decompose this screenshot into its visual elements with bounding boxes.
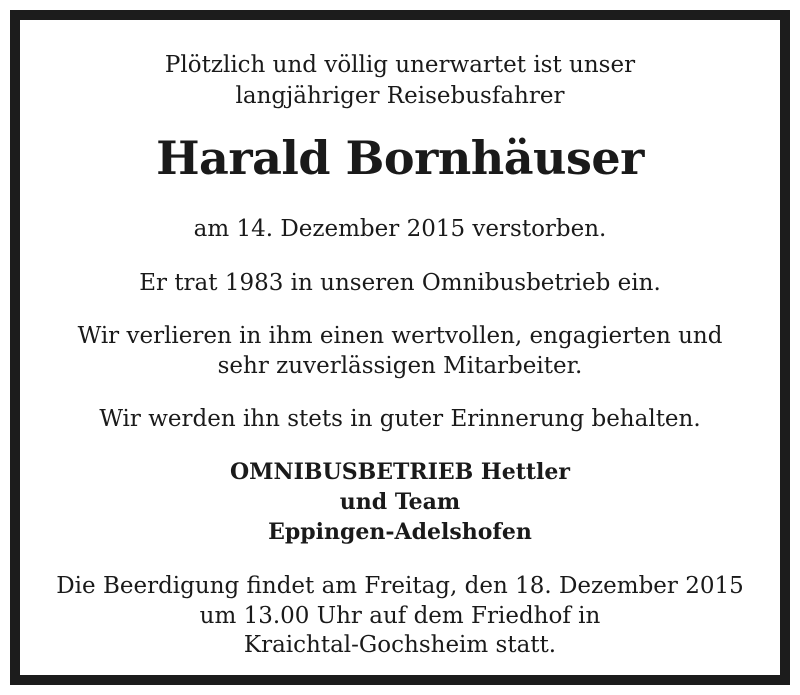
funeral-line-3: Kraichtal-Gochsheim statt.: [243, 632, 557, 658]
signature-place: Eppingen-Adelshofen: [268, 519, 532, 545]
obituary-notice: [10, 10, 790, 685]
memory-line: Wir werden ihn stets in guter Erinnerung behalten.: [99, 406, 701, 432]
intro-line-1: Plötzlich und völlig unerwartet ist unser: [164, 52, 636, 78]
intro-line-2: langjähriger Reisebusfahrer: [235, 83, 565, 109]
signature-team: und Team: [339, 489, 461, 515]
funeral-line-1: Die Beerdigung findet am Freitag, den 18. Dezember 2015: [56, 573, 744, 599]
signature-company: OMNIBUSBETRIEB Hettler: [230, 459, 570, 485]
funeral-line-2: um 13.00 Uhr auf dem Friedhof in: [199, 603, 601, 629]
tribute-line-2: sehr zuverlässigen Mitarbeiter.: [217, 353, 583, 379]
service-line: Er trat 1983 in unseren Omnibusbetrieb ein.: [139, 270, 661, 296]
tribute-line-1: Wir verlieren in ihm einen wertvollen, engagierten und: [77, 323, 723, 349]
death-date-line: am 14. Dezember 2015 verstorben.: [193, 216, 607, 242]
deceased-name: Harald Bornhäuser: [156, 131, 644, 185]
